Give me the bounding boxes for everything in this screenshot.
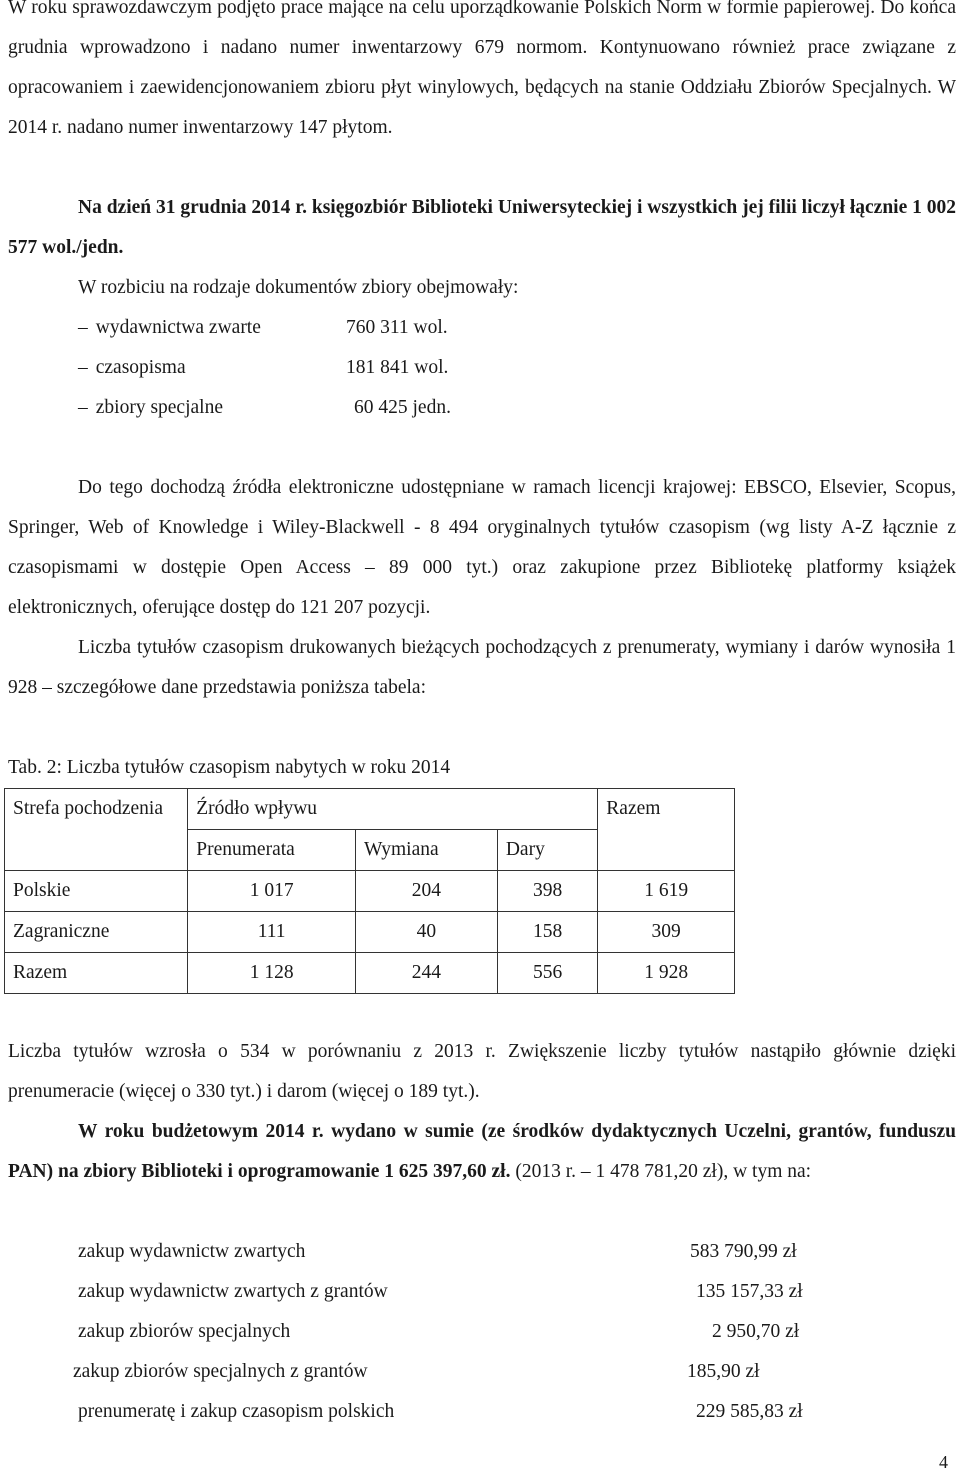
header-total: Razem — [598, 789, 735, 871]
spending-item: zakup zbiorów specjalnych 2 950,70 zł — [78, 1321, 800, 1342]
header-exchange: Wymiana — [356, 830, 498, 871]
journals-table — [4, 788, 735, 994]
page-number: 4 — [939, 1452, 948, 1472]
breakdown-item: – czasopisma 181 841 wol. — [78, 348, 878, 388]
breakdown-item: – zbiory specjalne 60 425 jedn. — [78, 388, 878, 428]
paragraph-norms: W roku sprawozdawczym podjęto prace mające na celu uporządkowanie Polskich Norm w formie papierowej. Do końca grudnia wprowadzono i nadano numer inwentarzowy 679 normom. Kontynuowano również prace związane z opracowaniem i zaewidencjonowaniem zbioru płyt winylowych, będących na stanie Oddziału Zbiorów Specjalnych. W 2014 r. nadano numer inwentarzowy 147 płytom. — [8, 0, 956, 138]
spending-item: zakup wydawnictw zwartych 583 790,99 zł — [78, 1241, 797, 1262]
table-row: Razem 1 128 244 556 1 928 — [5, 953, 735, 994]
paragraph-print-journals: Liczba tytułów czasopism drukowanych bieżących pochodzących z prenumeraty, wymiany i darów wynosiła 1 928 – szczegółowe dane przedstawia poniższa tabela: — [8, 637, 956, 698]
paragraph-collection-total: Na dzień 31 grudnia 2014 r. księgozbiór Biblioteki Uniwersyteckiej i wszystkich jej filii liczył łącznie 1 002 577 wol./jedn. — [8, 197, 956, 258]
table-row: Polskie 1 017 204 398 1 619 — [5, 871, 735, 912]
paragraph-title-growth: Liczba tytułów wzrosła o 534 w porównaniu z 2013 r. Zwiększenie liczby tytułów nastąpiło głównie dzięki prenumeracie (więcej o 330 tyt.) i darom (więcej o 189 tyt.). — [8, 1041, 956, 1102]
paragraph-electronic-sources: Do tego dochodzą źródła elektroniczne udostępniane w ramach licencji krajowej: EBSCO, Elsevier, Scopus, Springer, Web of Knowledge i Wiley-Blackwell - 8 494 oryginalnych tytułów czasopism (wg listy A-Z łącznie z czasopismami w dostępie Open Access – 89 000 tyt.) oraz zakupione przez Bibliotekę platformy książek elektronicznych, oferujące dostęp do 121 207 pozycji. — [8, 477, 956, 618]
header-subscription: Prenumerata — [188, 830, 356, 871]
paragraph-budget: W roku budżetowym 2014 r. wydano w sumie (ze środków dydaktycznych Uczelni, grantów, funduszu PAN) na zbiory Biblioteki i oprogramowanie 1 625 397,60 zł. (2013 r. – 1 478 781,20 zł), w tym na: — [8, 1121, 956, 1182]
header-gifts: Dary — [497, 830, 597, 871]
spending-item: zakup zbiorów specjalnych z grantów 185,90 zł — [73, 1361, 760, 1382]
table-caption: Tab. 2: Liczba tytułów czasopism nabytych w roku 2014 — [8, 757, 451, 778]
table-row: Zagraniczne 111 40 158 309 — [5, 912, 735, 953]
spending-item: prenumeratę i zakup czasopism polskich 229 585,83 zł — [78, 1401, 803, 1422]
breakdown-item: – wydawnictwa zwarte 760 311 wol. — [78, 308, 878, 348]
spending-item: zakup wydawnictw zwartych z grantów 135 157,33 zł — [78, 1281, 803, 1302]
header-origin: Strefa pochodzenia — [5, 789, 188, 871]
header-source: Źródło wpływu — [188, 789, 598, 830]
breakdown-intro: W rozbiciu na rodzaje dokumentów zbiory obejmowały: — [78, 277, 519, 298]
